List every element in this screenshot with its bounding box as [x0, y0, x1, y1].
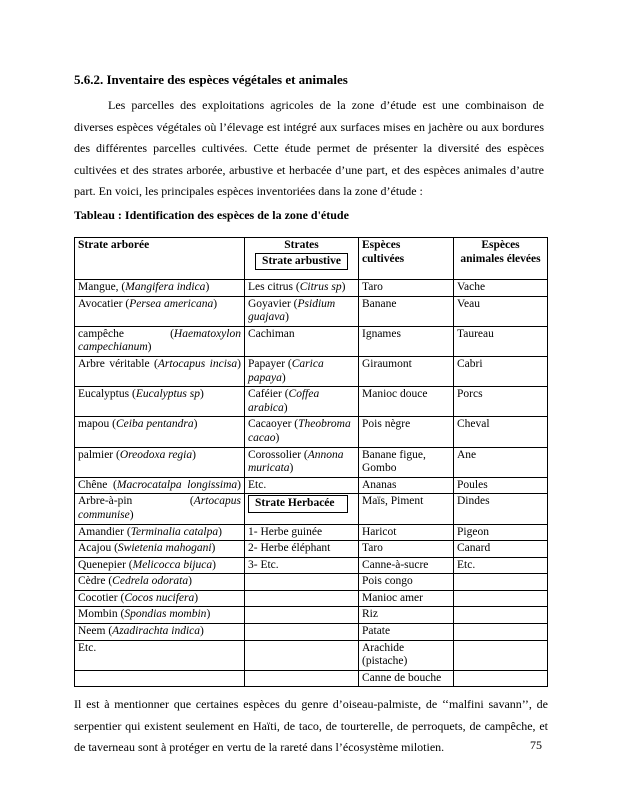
common-name: Cèdre (: [78, 575, 113, 588]
table-cell-especes-animales: [454, 607, 548, 624]
scientific-name-close: ): [218, 525, 222, 538]
table-cell-especes-cultivees: [359, 574, 454, 591]
scientific-name-close: ): [200, 625, 204, 638]
scientific-name: Artocapus incisa: [157, 357, 238, 370]
table-cell-especes-cultivees: [359, 590, 454, 607]
table-cell-strate-arboree: [75, 557, 245, 574]
strate-name: Les citrus (: [248, 281, 300, 293]
scientific-name-close: ): [206, 608, 211, 621]
header-col3-line2: cultivées: [362, 252, 405, 265]
strate-herbacee-box: Strate Herbacée: [248, 495, 348, 513]
common-name: Quenepier (: [78, 558, 133, 571]
table-cell-strates: [245, 557, 359, 574]
scientific-name: Terminalia catalpa: [130, 525, 219, 538]
cultivated-species: Canne de bouche: [362, 671, 442, 684]
animal-species: Veau: [457, 297, 480, 310]
intro-paragraph: Les parcelles des exploitations agricoles de la zone d’étude est une combinaison de diverses espèces végétales où l’élevage est intégré aux surfaces mises en jachère ou aux bordures des différentes parcelles cultivées. Cette étude permet de présenter la diversité des espèces cultivées et des strates arborée, arbustive et herbacée d’une part, et des espèces animales d’autre part. En voici, les principales espèces inventoriées dans la zone d’étude :: [74, 98, 544, 199]
table-cell-strate-arboree: [75, 477, 245, 494]
table-cell-strates: [245, 356, 359, 386]
animal-species: Poules: [457, 478, 488, 491]
strate-scientific-name: Theobroma cacao: [248, 418, 351, 444]
table-row: [75, 557, 548, 574]
table-row: [75, 447, 548, 477]
strate-name: Papayer (: [248, 357, 292, 370]
strate-scientific-close: ): [275, 431, 280, 444]
animal-species: Taureau: [457, 327, 494, 340]
table-cell-especes-animales: [454, 296, 548, 326]
table-row: [75, 477, 548, 494]
header-col3-line1: Espèces: [362, 239, 401, 251]
table-cell-especes-animales: [454, 326, 548, 356]
strate-scientific-close: ): [281, 371, 286, 384]
table-cell-strates: [245, 574, 359, 591]
table-cell-strate-arboree: [75, 356, 245, 386]
scientific-name: Azadirachta indica: [112, 625, 201, 638]
table-header-row: [75, 238, 548, 280]
table-cell-especes-animales: [454, 494, 548, 524]
table-cell-especes-cultivees: [359, 280, 454, 297]
scientific-name: Spondias mombin: [124, 608, 207, 621]
cultivated-species: Haricot: [362, 525, 397, 538]
table-cell-strate-arboree: [75, 280, 245, 297]
cultivated-species: Pois congo: [362, 575, 413, 588]
scientific-name: Melicocca bijuca: [132, 558, 213, 571]
table-row: [75, 280, 548, 297]
table-cell-especes-animales: [454, 541, 548, 558]
scientific-name-close: ): [200, 388, 204, 401]
common-name: campêche (: [78, 327, 174, 340]
table-cell-strate-arboree: [75, 640, 245, 670]
cultivated-species: Giraumont: [362, 357, 412, 370]
table-cell-especes-animales: [454, 670, 548, 687]
animal-species: Pigeon: [457, 525, 489, 538]
cultivated-species: Banane: [362, 297, 397, 310]
common-name: Etc.: [78, 641, 97, 654]
common-name: Mombin (: [78, 608, 125, 621]
table-cell-especes-cultivees: [359, 296, 454, 326]
table-cell-especes-cultivees: [359, 624, 454, 641]
table-cell-strate-arboree: [75, 387, 245, 417]
scientific-name: Ceiba pentandra: [116, 418, 194, 431]
cultivated-species: Taro: [362, 281, 383, 293]
common-name: palmier (: [78, 448, 120, 461]
scientific-name: Cedrela odorata: [112, 575, 189, 588]
scientific-name-close: ): [211, 542, 216, 555]
scientific-name: Persea americana: [129, 297, 214, 310]
table-cell-strate-arboree: [75, 670, 245, 687]
table-cell-especes-cultivees: [359, 417, 454, 447]
table-cell-strate-arboree: [75, 624, 245, 641]
animal-species: Dindes: [457, 495, 490, 508]
table-cell-strates: [245, 494, 359, 524]
scientific-name-close: ): [188, 575, 192, 588]
animal-species: Ane: [457, 448, 477, 461]
table-cell-strates: [245, 387, 359, 417]
table-cell-strate-arboree: [75, 296, 245, 326]
table-row: [75, 670, 548, 687]
scientific-name-close: ): [205, 281, 210, 293]
table-cell-strate-arboree: [75, 447, 245, 477]
table-cell-strates: [245, 417, 359, 447]
common-name: mapou (: [78, 418, 117, 431]
table-cell-strates: [245, 590, 359, 607]
closing-paragraph: Il est à mentionner que certaines espèces du genre d’oiseau-palmiste, de ‘‘malfini savann’’, de serpentier qui existent seulement en Haïti, de taco, de tourterelle, de perroquets, de campêche, et de taverneau sont à protéger en vertu de la rareté dans l’écosystème milotien.: [74, 697, 548, 755]
table-row: [75, 296, 548, 326]
table-cell-especes-cultivees: [359, 387, 454, 417]
table-row: [75, 574, 548, 591]
cultivated-species: Pois nègre: [362, 418, 411, 431]
table-cell-strate-arboree: [75, 417, 245, 447]
table-cell-strate-arboree: [75, 524, 245, 541]
strate-scientific-name: Psidium guajava: [248, 297, 336, 324]
page-number: 75: [530, 738, 542, 752]
table-cell-strate-arboree: [75, 590, 245, 607]
animal-species: Cabri: [457, 357, 483, 370]
table-row: [75, 607, 548, 624]
strate-name: Goyavier (: [248, 297, 298, 310]
table-cell-strate-arboree: [75, 607, 245, 624]
cultivated-species: Arachide (pistache): [362, 641, 408, 668]
cultivated-species: Ananas: [362, 478, 397, 491]
scientific-name-close: ): [237, 357, 241, 370]
strate-scientific-close: ): [285, 311, 289, 324]
common-name: Amandier (: [78, 525, 131, 538]
strate-scientific-close: ): [289, 462, 294, 475]
strate-scientific-close: ): [283, 401, 288, 414]
strate-name: 1- Herbe guinée: [248, 525, 323, 538]
strate-name: 2- Herbe éléphant: [248, 542, 331, 555]
cultivated-species: Manioc amer: [362, 591, 423, 604]
header-strates: [245, 238, 359, 280]
table-row: [75, 387, 548, 417]
table-cell-strates: [245, 296, 359, 326]
table-cell-especes-animales: [454, 447, 548, 477]
table-row: [75, 624, 548, 641]
scientific-name: Oreodoxa regia: [119, 448, 193, 461]
table-cell-strate-arboree: [75, 541, 245, 558]
common-name: Arbre-à-pin (: [78, 495, 194, 508]
animal-species: Porcs: [457, 388, 483, 401]
header-col1-label: Strate arborée: [78, 239, 150, 251]
table-cell-strates: [245, 624, 359, 641]
scientific-name-close: ): [147, 341, 152, 354]
common-name: Mangue, (: [78, 281, 126, 293]
scientific-name: Macrocatalpa longissima: [116, 478, 238, 491]
table-cell-especes-cultivees: [359, 356, 454, 386]
table-cell-especes-cultivees: [359, 494, 454, 524]
strate-scientific-name: Citrus sp: [299, 281, 342, 293]
strate-name: 3- Etc.: [248, 558, 279, 571]
table-cell-especes-cultivees: [359, 524, 454, 541]
animal-species: Etc.: [457, 558, 476, 571]
table-cell-strate-arboree: [75, 326, 245, 356]
table-cell-especes-animales: [454, 280, 548, 297]
cultivated-species: Ignames: [362, 327, 401, 340]
species-table: [74, 237, 548, 687]
table-row: [75, 356, 548, 386]
animal-species: Cheval: [457, 418, 490, 431]
common-name: Acajou (: [78, 542, 118, 555]
strate-scientific-name: Carica papaya: [248, 357, 324, 384]
header-especes-cultivees: [359, 238, 454, 280]
table-cell-especes-cultivees: [359, 477, 454, 494]
table-cell-especes-animales: [454, 624, 548, 641]
strate-name: Cachiman: [248, 327, 295, 340]
header-col4-line2: animales élevées: [460, 252, 541, 265]
table-cell-especes-animales: [454, 356, 548, 386]
cultivated-species: Riz: [362, 608, 378, 621]
table-cell-especes-cultivees: [359, 541, 454, 558]
table-row: [75, 590, 548, 607]
scientific-name-close: ): [193, 418, 198, 431]
scientific-name: Haematoxylon campechianum: [78, 327, 241, 354]
table-cell-especes-cultivees: [359, 326, 454, 356]
scientific-name-close: ): [194, 591, 199, 604]
strate-scientific-name: Annona muricata: [248, 448, 344, 475]
table-cell-especes-animales: [454, 387, 548, 417]
strate-arbustive-box: Strate arbustive: [255, 253, 348, 271]
header-col2-label: Strates: [284, 239, 319, 251]
table-cell-strates: [245, 326, 359, 356]
table-cell-especes-animales: [454, 574, 548, 591]
strate-name: Cacaoyer (: [248, 418, 299, 431]
scientific-name-close: ): [237, 478, 241, 491]
table-row: [75, 640, 548, 670]
common-name: Neem (: [78, 625, 113, 638]
cultivated-species: Patate: [362, 625, 391, 638]
cultivated-species: Banane figue, Gombo: [362, 448, 426, 475]
table-cell-especes-animales: [454, 524, 548, 541]
header-especes-animales: [454, 238, 548, 280]
table-row: [75, 326, 548, 356]
table-cell-especes-cultivees: [359, 670, 454, 687]
table-row: [75, 541, 548, 558]
common-name: Cocotier (: [78, 591, 125, 604]
table-cell-strates: [245, 541, 359, 558]
table-cell-strates: [245, 607, 359, 624]
table-cell-especes-animales: [454, 557, 548, 574]
scientific-name: Artocapus communise: [78, 495, 241, 521]
scientific-name-close: ): [213, 297, 218, 310]
table-cell-strates: [245, 670, 359, 687]
table-cell-strates: [245, 280, 359, 297]
table-row: [75, 417, 548, 447]
scientific-name-close: ): [129, 508, 134, 521]
scientific-name: Mangifera indica: [125, 281, 206, 293]
table-cell-especes-animales: [454, 640, 548, 670]
table-cell-especes-animales: [454, 417, 548, 447]
table-cell-strates: [245, 477, 359, 494]
table-cell-strates: [245, 524, 359, 541]
table-cell-especes-animales: [454, 477, 548, 494]
header-strate-arboree: [75, 238, 245, 280]
strate-name: Etc.: [248, 478, 267, 491]
strate-scientific-close: ): [341, 281, 346, 293]
table-caption: Tableau : Identification des espèces de la zone d'étude: [74, 208, 349, 222]
strate-name: Caféier (: [248, 388, 289, 401]
animal-species: Vache: [457, 281, 486, 293]
table-cell-strate-arboree: [75, 494, 245, 524]
scientific-name-close: ): [192, 448, 196, 461]
scientific-name: Cocos nucifera: [124, 591, 195, 604]
animal-species: Canard: [457, 542, 491, 555]
cultivated-species: Maïs, Piment: [362, 495, 424, 508]
table-cell-especes-animales: [454, 590, 548, 607]
strate-name: Corossolier (: [248, 448, 308, 461]
cultivated-species: Canne-à-sucre: [362, 558, 429, 571]
header-col4-line1: Espèces: [481, 239, 520, 251]
scientific-name: Swietenia mahogani: [117, 542, 212, 555]
scientific-name-close: ): [212, 558, 216, 571]
table-cell-especes-cultivees: [359, 640, 454, 670]
section-heading: 5.6.2. Inventaire des espèces végétales et animales: [74, 72, 348, 87]
cultivated-species: Manioc douce: [362, 388, 428, 401]
table-cell-especes-cultivees: [359, 557, 454, 574]
cultivated-species: Taro: [362, 542, 383, 555]
table-cell-strates: [245, 447, 359, 477]
scientific-name: Eucalyptus sp: [135, 388, 201, 401]
table-cell-especes-cultivees: [359, 447, 454, 477]
common-name: Eucalyptus (: [78, 388, 136, 401]
common-name: Arbre véritable (: [78, 357, 158, 370]
common-name: Avocatier (: [78, 297, 130, 310]
table-cell-strates: [245, 640, 359, 670]
table-cell-strate-arboree: [75, 574, 245, 591]
table-row: [75, 494, 548, 524]
table-body: [75, 280, 548, 687]
table-cell-especes-cultivees: [359, 607, 454, 624]
table-row: [75, 524, 548, 541]
common-name: Chêne (: [78, 478, 117, 491]
strate-scientific-name: Coffea arabica: [248, 388, 320, 414]
